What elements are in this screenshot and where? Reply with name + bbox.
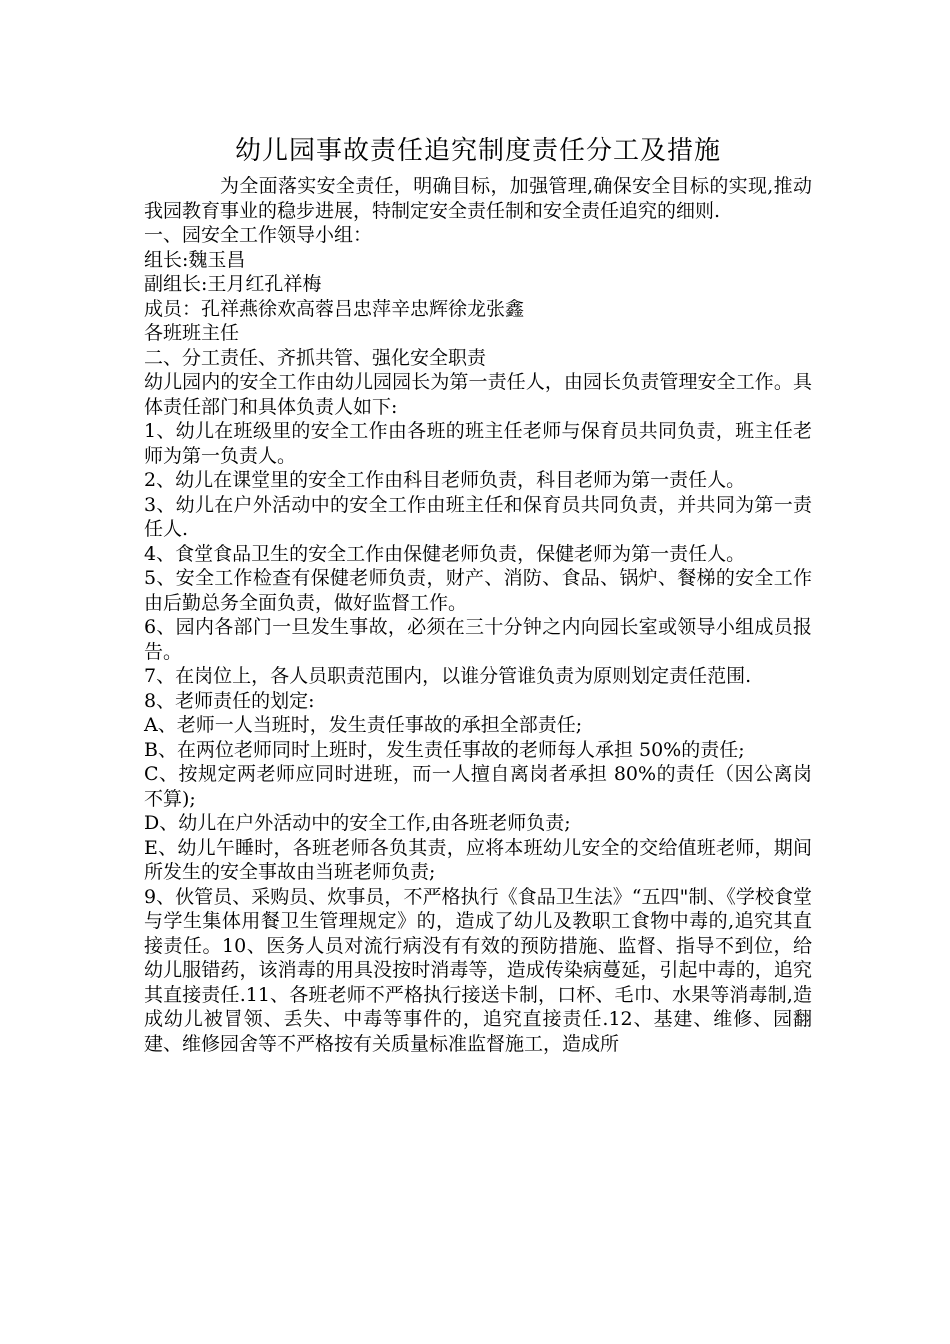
list-item: 1、幼儿在班级里的安全工作由各班的班主任老师与保育员共同负责，班主任老师为第一负责人。 xyxy=(144,420,812,467)
list-item: 5、安全工作检查有保健老师负责，财产、消防、食品、锅炉、餐梯的安全工作由后勤总务全面负责，做好监督工作。 xyxy=(144,567,812,614)
section2-intro: 幼儿园内的安全工作由幼儿园园长为第一责任人，由园长负责管理安全工作。具体责任部门和具体负责人如下: xyxy=(144,371,812,418)
list-item: E、幼儿午睡时，各班老师各负其责，应将本班幼儿安全的交给值班老师，期间所发生的安全事故由当班老师负责; xyxy=(144,836,812,883)
list-item: 2、幼儿在课堂里的安全工作由科目老师负责，科目老师为第一责任人。 xyxy=(144,469,746,491)
list-item: 7、在岗位上，各人员职责范围内，以谁分管谁负责为原则划定责任范围. xyxy=(144,665,752,687)
list-item: D、幼儿在户外活动中的安全工作,由各班老师负责; xyxy=(144,812,571,834)
section2-heading: 二、分工责任、齐抓共管、强化安全职责 xyxy=(144,346,487,369)
list-item: A、老师一人当班时，发生责任事故的承担全部责任; xyxy=(144,714,583,736)
list-item: 4、食堂食品卫生的安全工作由保健老师负责，保健老师为第一责任人。 xyxy=(144,542,746,565)
team-members: 成员：孔祥燕徐欢高蓉吕忠萍辛忠辉徐龙张鑫 xyxy=(144,297,525,320)
list-item: C、按规定两老师应同时进班，而一人擅自离岗者承担 80%的责任（因公离岗不算); xyxy=(144,763,812,810)
team-leader: 组长:魏玉昌 xyxy=(144,248,246,271)
section1-heading: 一、园安全工作领导小组： xyxy=(144,224,373,246)
document-page xyxy=(144,134,812,1056)
team-class-heads: 各班班主任 xyxy=(144,322,240,344)
list-item: B、在两位老师同时上班时，发生责任事故的老师每人承担 50%的责任; xyxy=(144,738,745,761)
intro-paragraph: 为全面落实安全责任，明确目标，加强管理,确保安全目标的实现,推动我园教育事业的稳步进展，特制定安全责任制和安全责任追究的细则. xyxy=(144,175,812,222)
list-item: 3、幼儿在户外活动中的安全工作由班主任和保育员共同负责，并共同为第一责任人. xyxy=(144,493,812,540)
list-item: 8、老师责任的划定: xyxy=(144,689,315,712)
document-title: 幼儿园事故责任追究制度责任分工及措施 xyxy=(234,136,721,166)
team-deputy: 副组长:王月红孔祥梅 xyxy=(144,273,322,295)
list-item: 6、园内各部门一旦发生事故，必须在三十分钟之内向园长室或领导小组成员报告。 xyxy=(144,616,812,663)
list-item: 9、伙管员、采购员、炊事员，不严格执行《食品卫生法》“五四"制、《学校食堂与学生集体用餐卫生管理规定》的，造成了幼儿及教职工食物中毒的,追究其直接责任。10、医务人员对流行病没有有效的预防措施、监督、指导不到位，给幼儿服错药，该消毒的用具没按时消毒等，造成传染病蔓延，引起中毒的，追究其直接责任.11、各班老师不严格执行接送卡制，口杯、毛巾、水果等消毒制,造成幼儿被冒领、丢失、中毒等事件的，追究直接责任.12、基建、维修、园翻建、维修园舍等不严格按有关质量标准监督施工，造成所 xyxy=(144,885,812,1055)
